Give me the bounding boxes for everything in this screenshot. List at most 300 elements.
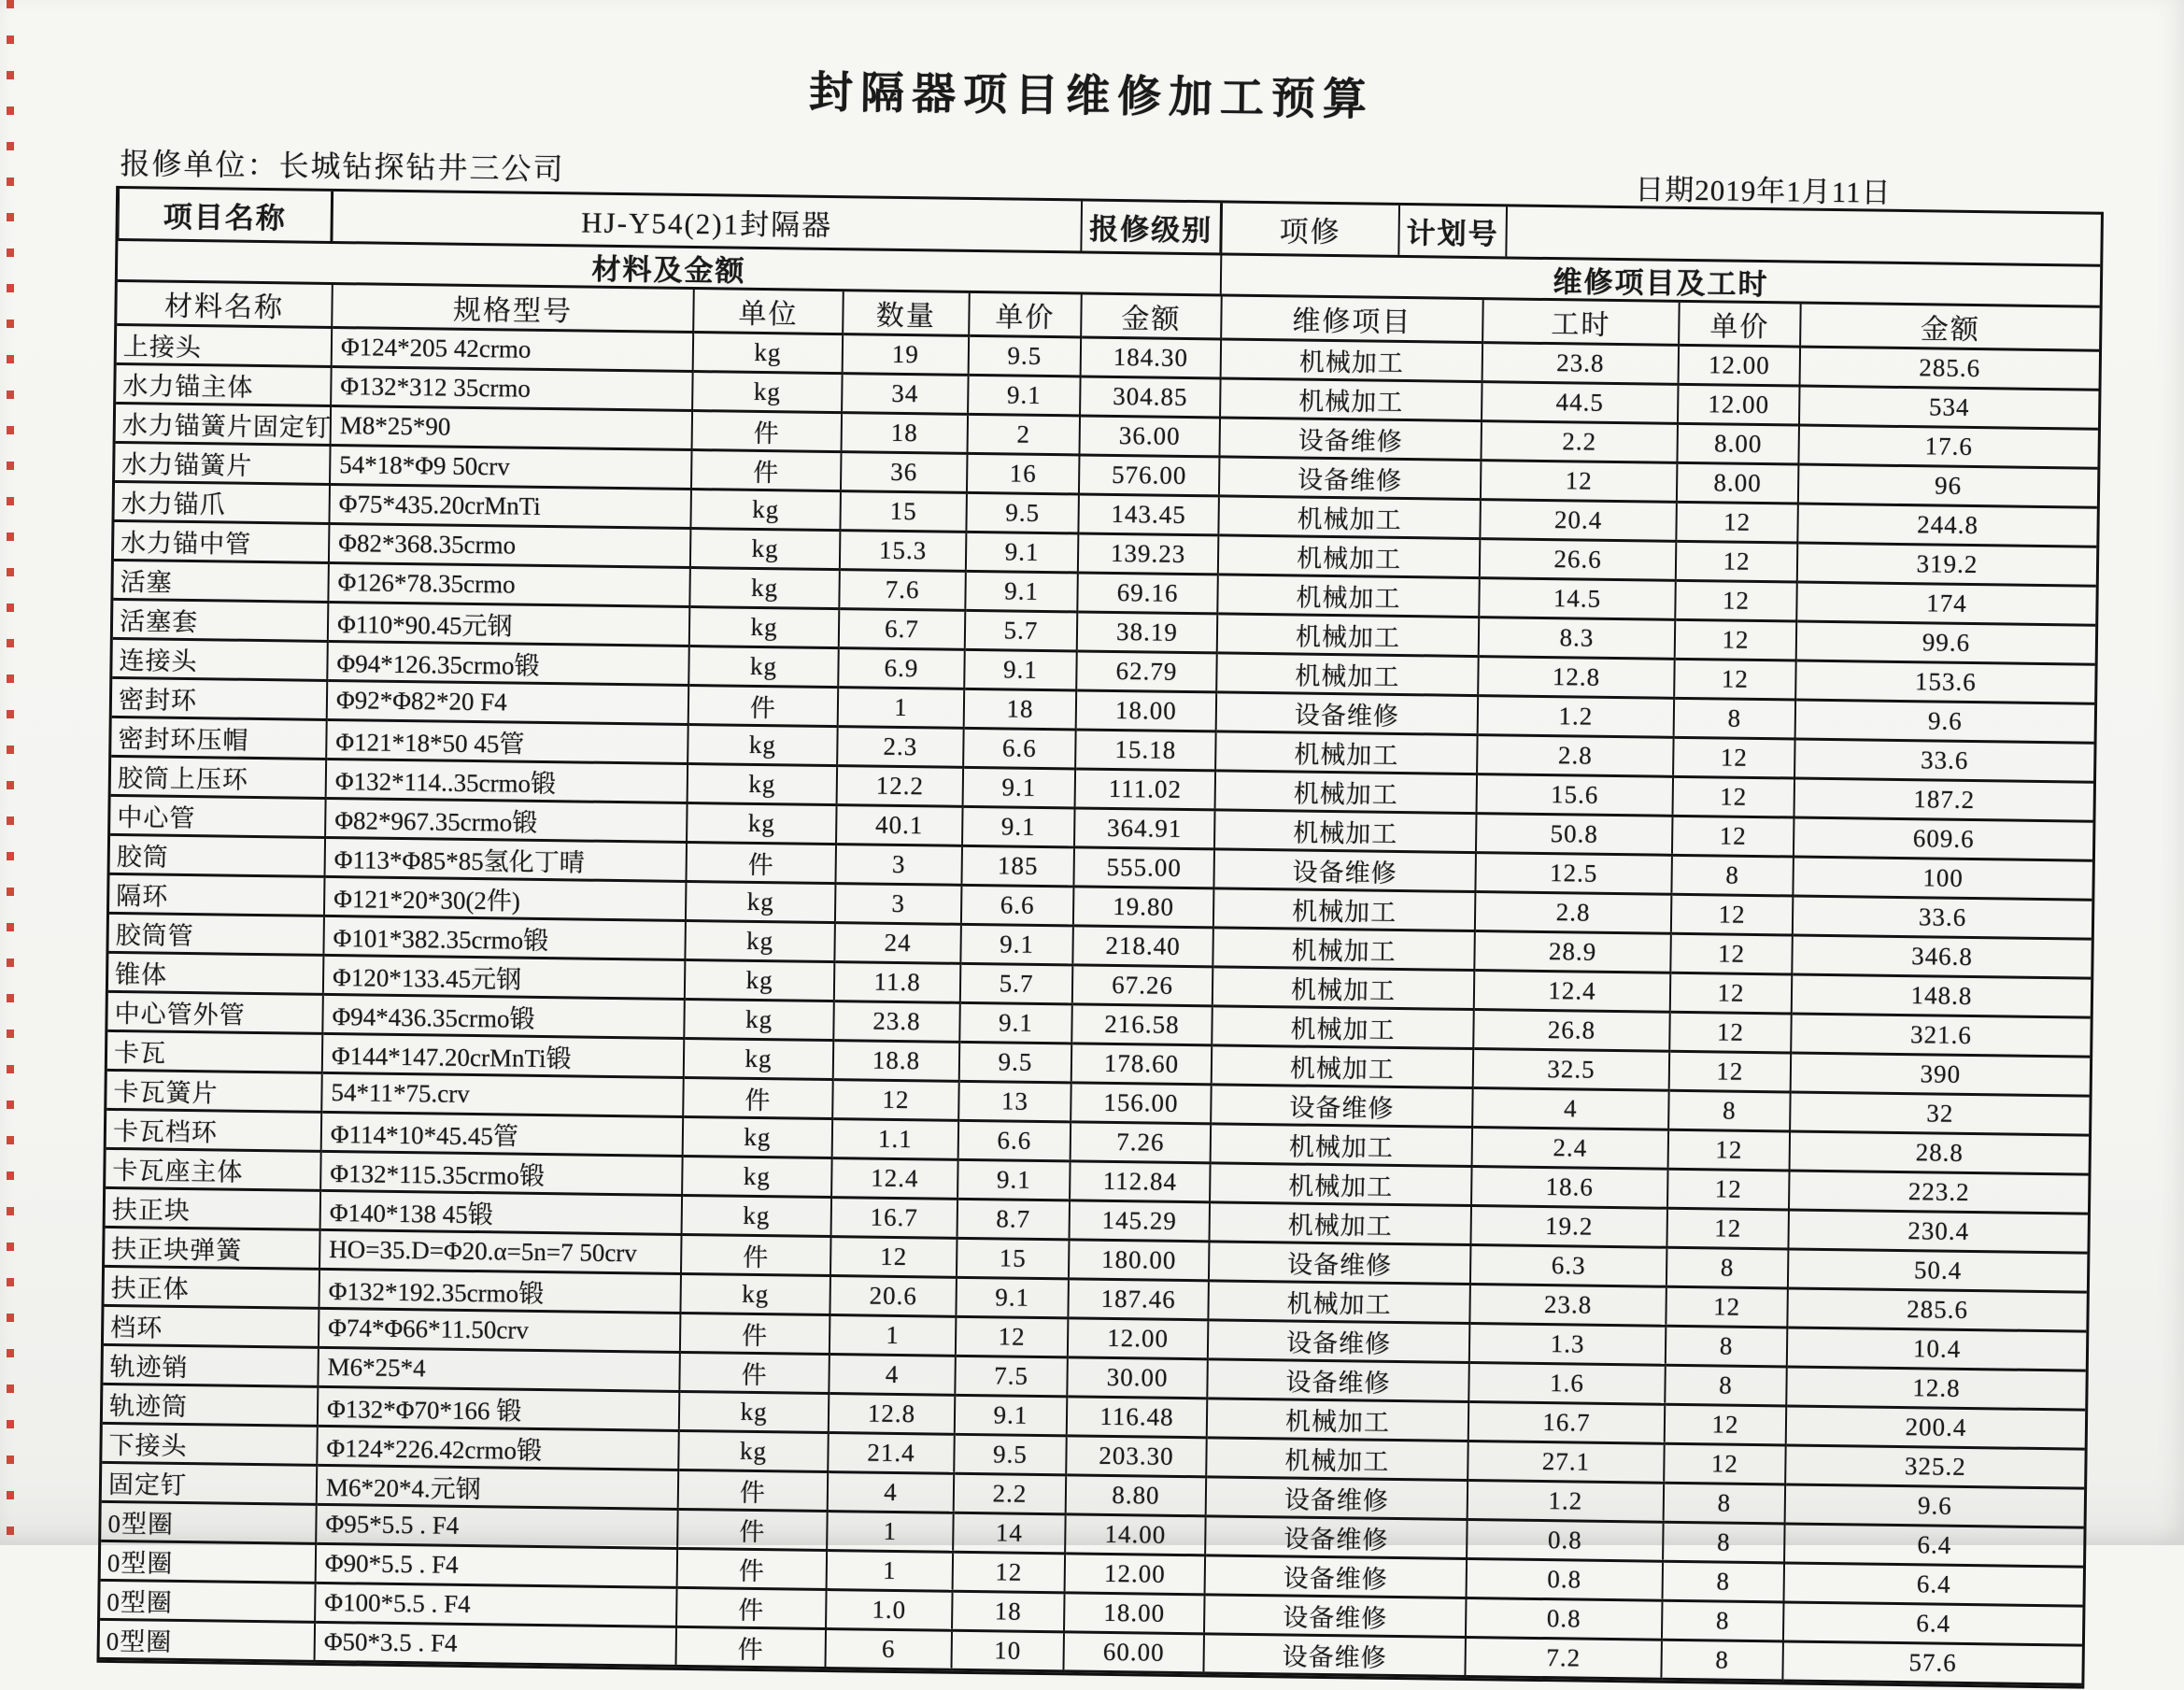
materials-grid <box>100 282 2100 1686</box>
cell-unit-price: 5.7 <box>960 963 1073 1004</box>
cell-spec: Φ90*5.5 . F4 <box>316 1543 678 1587</box>
cell-repair-amount: 99.6 <box>1796 621 2096 664</box>
cell-quantity: 12 <box>832 1080 959 1121</box>
cell-material-name: 0型圈 <box>100 1619 316 1661</box>
cell-amount: 112.84 <box>1070 1161 1211 1202</box>
cell-repair-amount: 148.8 <box>1792 974 2092 1017</box>
cell-quantity: 12 <box>830 1237 957 1278</box>
cell-repair-amount: 17.6 <box>1798 425 2098 468</box>
cell-unit: 件 <box>688 686 839 727</box>
cell-unit-price: 9.1 <box>963 767 1076 808</box>
cell-repair-item: 设备维修 <box>1213 849 1476 892</box>
cell-material-name: 卡瓦座主体 <box>106 1148 321 1190</box>
cell-repair-item: 设备维修 <box>1219 418 1482 461</box>
cell-unit: kg <box>685 920 835 961</box>
cell-work-hours: 20.4 <box>1480 500 1677 542</box>
cell-work-hours: 16.7 <box>1468 1402 1666 1444</box>
cell-material-name: 连接头 <box>112 638 328 680</box>
cell-unit-price: 9.5 <box>954 1434 1067 1475</box>
cell-repair-unit-price: 12 <box>1666 1208 1789 1249</box>
cell-work-hours: 44.5 <box>1482 382 1679 424</box>
cell-repair-amount: 57.6 <box>1782 1641 2082 1684</box>
cell-quantity: 6.7 <box>839 609 966 650</box>
cell-repair-amount: 10.4 <box>1787 1328 2087 1370</box>
cell-spec: Φ95*5.5 . F4 <box>316 1504 678 1548</box>
cell-repair-unit-price: 12 <box>1671 894 1794 935</box>
cell-unit-price: 6.6 <box>958 1120 1071 1161</box>
cell-unit-price: 9.1 <box>968 375 1081 416</box>
cell-unit-price: 9.1 <box>966 532 1079 573</box>
cell-repair-item: 机械加工 <box>1218 535 1481 578</box>
cell-unit-price: 15 <box>957 1238 1070 1279</box>
cell-work-hours: 1.2 <box>1478 696 1675 738</box>
cell-repair-item: 设备维修 <box>1209 1242 1471 1285</box>
cell-repair-unit-price: 12 <box>1669 1051 1792 1092</box>
cell-repair-amount: 32 <box>1790 1092 2090 1135</box>
cell-repair-unit-price: 12 <box>1669 1012 1792 1053</box>
col-header-spec: 规格型号 <box>332 285 694 333</box>
cell-repair-item: 设备维修 <box>1206 1477 1468 1520</box>
cell-work-hours: 0.8 <box>1467 1519 1664 1561</box>
cell-work-hours: 4 <box>1472 1088 1669 1130</box>
cell-repair-item: 机械加工 <box>1217 575 1480 618</box>
cell-repair-amount: 346.8 <box>1792 935 2092 978</box>
cell-material-name: 胶筒管 <box>108 913 324 955</box>
cell-repair-unit-price: 8 <box>1664 1483 1786 1524</box>
cell-quantity: 2.3 <box>837 727 964 768</box>
cell-quantity: 1 <box>827 1512 954 1553</box>
cell-spec: Φ132*115.35crmo锻 <box>320 1151 683 1195</box>
cell-unit: kg <box>688 725 838 766</box>
cell-material-name: 固定钉 <box>102 1462 318 1504</box>
cell-material-name: 水力锚中管 <box>114 520 330 562</box>
cell-spec: M6*25*4 <box>318 1347 680 1391</box>
cell-repair-item: 机械加工 <box>1213 888 1476 931</box>
cell-unit-price: 7.5 <box>955 1356 1068 1397</box>
cell-material-name: 下接头 <box>102 1423 318 1465</box>
cell-work-hours: 50.8 <box>1476 814 1673 856</box>
cell-repair-amount: 174 <box>1796 582 2096 625</box>
cell-repair-amount: 390 <box>1791 1053 2091 1096</box>
col-header-material-name: 材料名称 <box>117 282 333 328</box>
cell-repair-unit-price: 12 <box>1670 933 1793 974</box>
cell-spec: Φ50*3.5 . F4 <box>315 1622 677 1666</box>
cell-amount: 178.60 <box>1071 1044 1213 1085</box>
cell-unit: kg <box>682 1195 832 1236</box>
cell-repair-unit-price: 12 <box>1672 776 1794 817</box>
cell-quantity: 6.9 <box>838 648 965 689</box>
cell-work-hours: 1.2 <box>1468 1480 1665 1522</box>
cell-repair-item: 设备维修 <box>1207 1359 1469 1402</box>
cell-repair-item: 机械加工 <box>1221 339 1483 382</box>
cell-repair-item: 机械加工 <box>1208 1281 1470 1324</box>
cell-repair-amount: 6.4 <box>1784 1524 2084 1567</box>
cell-repair-unit-price: 8 <box>1674 698 1796 739</box>
cell-amount: 364.91 <box>1074 808 1215 849</box>
cell-repair-amount: 200.4 <box>1786 1406 2086 1449</box>
cell-work-hours: 12.5 <box>1475 853 1672 895</box>
cell-repair-amount: 285.6 <box>1800 347 2100 390</box>
cell-quantity: 40.1 <box>836 805 963 846</box>
cell-material-name: 隔环 <box>109 873 325 916</box>
cell-unit-price: 12 <box>953 1552 1066 1593</box>
cell-unit-price: 2.2 <box>954 1473 1067 1514</box>
cell-material-name: 锥体 <box>108 952 324 994</box>
cell-quantity: 4 <box>829 1355 956 1396</box>
cell-spec: Φ82*967.35crmo锻 <box>325 798 688 842</box>
cell-amount: 12.00 <box>1065 1554 1206 1595</box>
cell-repair-unit-price: 8 <box>1666 1326 1788 1367</box>
cell-work-hours: 6.3 <box>1470 1245 1667 1287</box>
cell-repair-amount: 534 <box>1799 386 2099 429</box>
cell-amount: 576.00 <box>1079 455 1220 496</box>
cell-amount: 30.00 <box>1067 1357 1208 1399</box>
cell-quantity: 3 <box>835 845 962 886</box>
cell-material-name: 活塞 <box>113 560 329 602</box>
cell-repair-amount: 100 <box>1793 857 2092 900</box>
cell-quantity: 12.2 <box>837 766 964 807</box>
cell-material-name: 0型圈 <box>101 1541 317 1583</box>
cell-unit-price: 16 <box>967 453 1080 494</box>
cell-work-hours: 18.6 <box>1471 1167 1668 1209</box>
cell-unit-price: 9.1 <box>956 1277 1069 1318</box>
cell-work-hours: 7.2 <box>1465 1637 1662 1679</box>
materials-table-body <box>100 324 2100 1684</box>
cell-unit: kg <box>689 607 840 648</box>
cell-quantity: 18.8 <box>833 1041 960 1082</box>
cell-spec: Φ121*18*50 45管 <box>326 719 688 763</box>
cell-unit-price: 6.6 <box>961 885 1074 926</box>
cell-repair-item: 机械加工 <box>1207 1399 1469 1441</box>
cell-repair-unit-price: 12 <box>1666 1286 1788 1328</box>
report-unit-line <box>120 140 565 189</box>
cell-material-name: 中心管外管 <box>107 991 323 1033</box>
cell-repair-item: 机械加工 <box>1212 1006 1474 1049</box>
cell-quantity: 20.6 <box>830 1276 957 1317</box>
cell-repair-amount: 6.4 <box>1783 1602 2083 1645</box>
cell-quantity: 1.1 <box>832 1119 959 1160</box>
cell-material-name: 胶筒上压环 <box>111 756 327 798</box>
cell-unit: 件 <box>679 1352 830 1393</box>
cell-repair-item: 机械加工 <box>1209 1202 1471 1245</box>
col-header-unit: 单位 <box>693 290 844 334</box>
cell-repair-amount: 244.8 <box>1797 504 2097 547</box>
cell-unit: kg <box>680 1273 830 1314</box>
col-header-work-hours: 工时 <box>1482 300 1680 345</box>
col-header-repair-item: 维修项目 <box>1221 296 1483 342</box>
cell-material-name: 胶筒 <box>110 834 326 876</box>
cell-repair-item: 设备维修 <box>1208 1320 1470 1363</box>
cell-material-name: 扶正体 <box>104 1266 319 1308</box>
cell-material-name: 0型圈 <box>100 1580 316 1622</box>
cell-unit-price: 9.1 <box>960 924 1073 965</box>
cell-repair-item: 机械加工 <box>1216 653 1479 696</box>
col-header-unit-price: 单价 <box>969 293 1082 337</box>
cell-amount: 67.26 <box>1072 965 1213 1006</box>
cell-unit-price: 9.1 <box>957 1159 1071 1200</box>
cell-unit: kg <box>684 999 834 1040</box>
cell-repair-item: 机械加工 <box>1215 771 1478 814</box>
cell-quantity: 24 <box>834 923 961 964</box>
cell-work-hours: 2.4 <box>1472 1128 1669 1170</box>
cell-unit: 件 <box>680 1313 830 1354</box>
cell-quantity: 23.8 <box>833 1001 960 1043</box>
cell-quantity: 12.8 <box>829 1394 956 1435</box>
cell-spec: Φ140*138 45锻 <box>320 1190 683 1234</box>
cell-repair-unit-price: 8 <box>1666 1247 1789 1288</box>
cell-unit-price: 6.6 <box>963 728 1076 769</box>
cell-unit: kg <box>693 333 844 374</box>
cell-amount: 12.00 <box>1068 1318 1209 1359</box>
cell-amount: 62.79 <box>1076 651 1217 692</box>
cell-repair-unit-price: 12.00 <box>1679 345 1801 386</box>
cell-work-hours: 26.6 <box>1480 539 1677 581</box>
cell-repair-item: 机械加工 <box>1218 496 1481 539</box>
repair-level-label: 报修级别 <box>1082 201 1223 252</box>
cell-spec: Φ132*312 35crmo <box>331 366 693 410</box>
cell-spec: Φ113*Φ85*85氢化丁晴 <box>325 837 688 881</box>
cell-quantity: 1 <box>830 1315 957 1356</box>
cell-spec: Φ120*133.45元钢 <box>323 955 686 999</box>
cell-work-hours: 26.8 <box>1473 1010 1670 1052</box>
plan-no-value <box>1507 206 2101 263</box>
cell-repair-amount: 33.6 <box>1793 896 2092 939</box>
cell-work-hours: 23.8 <box>1482 343 1680 385</box>
cell-spec: Φ124*226.42crmo锻 <box>317 1426 679 1470</box>
cell-spec: Φ132*192.35crmo锻 <box>319 1269 681 1313</box>
cell-spec: 54*11*75.crv <box>321 1072 684 1116</box>
cell-unit: 件 <box>681 1234 831 1275</box>
cell-work-hours: 27.1 <box>1468 1441 1665 1483</box>
cell-quantity: 1.0 <box>826 1590 953 1631</box>
cell-repair-unit-price: 12 <box>1676 502 1798 543</box>
cell-amount: 184.30 <box>1081 337 1222 378</box>
cell-work-hours: 2.8 <box>1475 892 1672 934</box>
cell-unit-price: 14 <box>953 1512 1066 1554</box>
cell-amount: 145.29 <box>1070 1200 1211 1242</box>
cell-unit: 件 <box>676 1587 827 1628</box>
cell-quantity: 12.4 <box>831 1158 958 1200</box>
cell-material-name: 卡瓦簧片 <box>106 1070 322 1112</box>
cell-spec: Φ94*436.35crmo锻 <box>322 994 685 1038</box>
cell-repair-amount: 6.4 <box>1783 1563 2083 1606</box>
cell-repair-unit-price: 12.00 <box>1678 384 1800 425</box>
cell-repair-amount: 321.6 <box>1791 1014 2091 1057</box>
cell-repair-amount: 230.4 <box>1788 1210 2088 1253</box>
cell-repair-unit-price: 8.00 <box>1677 423 1799 464</box>
cell-unit-price: 9.5 <box>969 335 1082 376</box>
cell-repair-unit-price: 8 <box>1665 1365 1787 1406</box>
cell-material-name: 水力锚主体 <box>116 363 332 405</box>
cell-unit: kg <box>683 1116 833 1157</box>
cell-unit: kg <box>678 1430 829 1471</box>
cell-material-name: 上接头 <box>117 324 333 366</box>
cell-work-hours: 12.4 <box>1474 971 1671 1013</box>
cell-amount: 14.00 <box>1065 1514 1206 1555</box>
cell-work-hours: 8.3 <box>1479 618 1676 660</box>
cell-work-hours: 0.8 <box>1466 1598 1663 1640</box>
cell-repair-unit-price: 12 <box>1675 619 1797 660</box>
cell-spec: Φ114*10*45.45管 <box>321 1112 684 1156</box>
cell-unit-price: 18 <box>964 689 1077 730</box>
cell-material-name: 密封环 <box>112 677 328 719</box>
cell-repair-item: 机械加工 <box>1215 731 1478 774</box>
cell-unit: kg <box>682 1156 832 1197</box>
repair-level-value: 项修 <box>1222 203 1400 254</box>
cell-repair-amount: 153.6 <box>1795 660 2095 703</box>
cell-work-hours: 32.5 <box>1473 1049 1670 1091</box>
cell-unit-price: 9.1 <box>962 806 1075 847</box>
cell-work-hours: 2.2 <box>1481 421 1678 463</box>
cell-spec: Φ121*20*30(2件) <box>324 876 687 920</box>
cell-unit-price: 9.1 <box>959 1002 1072 1044</box>
cell-amount: 116.48 <box>1067 1397 1208 1438</box>
cell-unit: 件 <box>677 1509 828 1550</box>
cell-unit: kg <box>692 372 843 413</box>
cell-repair-amount: 9.6 <box>1795 700 2095 743</box>
cell-unit: 件 <box>678 1470 829 1511</box>
cell-repair-item: 机械加工 <box>1210 1163 1472 1206</box>
cell-amount: 18.00 <box>1064 1593 1205 1634</box>
cell-repair-item: 设备维修 <box>1205 1555 1468 1598</box>
cell-unit: kg <box>690 529 841 570</box>
cell-material-name: 扶正块弹簧 <box>105 1227 320 1269</box>
cell-repair-unit-price: 12 <box>1667 1169 1790 1210</box>
cell-unit-price: 9.1 <box>965 571 1078 612</box>
cell-unit: kg <box>679 1391 830 1432</box>
cell-repair-item: 设备维修 <box>1216 692 1479 735</box>
cell-repair-amount: 609.6 <box>1794 817 2093 860</box>
cell-unit: kg <box>685 959 835 1001</box>
cell-material-name: 密封环压帽 <box>111 717 327 759</box>
cell-spec: Φ74*Φ66*11.50crv <box>319 1308 681 1352</box>
cell-amount: 555.00 <box>1073 847 1214 888</box>
cell-material-name: 水力锚簧片固定钉 <box>116 403 332 445</box>
cell-repair-amount: 50.4 <box>1788 1249 2088 1292</box>
cell-amount: 180.00 <box>1069 1240 1210 1281</box>
cell-unit-price: 9.1 <box>955 1395 1068 1436</box>
budget-table <box>96 186 2104 1689</box>
cell-unit-price: 8.7 <box>957 1199 1071 1240</box>
cell-unit: 件 <box>692 411 843 452</box>
col-header-repair-amount: 金额 <box>1800 305 2100 351</box>
cell-repair-item: 设备维修 <box>1211 1085 1473 1128</box>
cell-unit-price: 185 <box>961 845 1074 887</box>
cell-amount: 156.00 <box>1071 1083 1212 1124</box>
cell-amount: 8.80 <box>1066 1475 1207 1516</box>
cell-amount: 304.85 <box>1080 376 1221 418</box>
cell-work-hours: 12.8 <box>1478 657 1675 699</box>
cell-repair-amount: 9.6 <box>1785 1484 2085 1527</box>
report-unit-value: 长城钻探钻井三公司 <box>278 149 565 187</box>
cell-unit: 件 <box>691 450 842 491</box>
cell-unit-price: 10 <box>951 1630 1064 1671</box>
cell-quantity: 1 <box>838 688 965 729</box>
cell-amount: 7.26 <box>1071 1122 1212 1163</box>
cell-repair-unit-price: 12 <box>1672 816 1794 857</box>
cell-spec: Φ75*435.20crMnTi <box>329 484 691 528</box>
col-header-repair-unit-price: 单价 <box>1679 303 1801 347</box>
cell-amount: 15.18 <box>1075 730 1216 771</box>
cell-unit: 件 <box>675 1626 826 1668</box>
cell-amount: 18.00 <box>1076 690 1217 731</box>
cell-amount: 36.00 <box>1079 416 1220 457</box>
project-name-label: 项目名称 <box>118 189 333 241</box>
cell-repair-unit-price: 12 <box>1673 737 1795 778</box>
cell-repair-item: 机械加工 <box>1211 1124 1473 1167</box>
cell-repair-unit-price: 12 <box>1664 1443 1786 1484</box>
cell-repair-unit-price: 8.00 <box>1677 462 1799 504</box>
cell-repair-item: 设备维修 <box>1219 457 1482 500</box>
cell-repair-unit-price: 8 <box>1661 1640 1783 1681</box>
cell-spec: Φ82*368.35crmo <box>329 523 691 567</box>
cell-spec: Φ144*147.20crMnTi锻 <box>322 1033 685 1077</box>
cell-unit-price: 5.7 <box>965 610 1078 651</box>
cell-repair-item: 设备维修 <box>1204 1595 1467 1638</box>
cell-spec: HO=35.D=Φ20.α=5n=7 50crv <box>319 1229 682 1273</box>
cell-quantity: 18 <box>842 413 969 454</box>
cell-amount: 69.16 <box>1077 573 1218 614</box>
cell-unit: kg <box>686 881 836 922</box>
cell-amount: 38.19 <box>1077 612 1218 653</box>
cell-repair-amount: 28.8 <box>1790 1131 2090 1174</box>
report-unit-label: 报修单位： <box>120 146 279 183</box>
cell-unit: kg <box>688 646 839 688</box>
cell-repair-amount: 223.2 <box>1789 1171 2089 1214</box>
cell-unit-price: 9.1 <box>964 649 1077 690</box>
cell-unit-price: 9.5 <box>959 1042 1072 1083</box>
cell-work-hours: 1.6 <box>1468 1363 1666 1405</box>
cell-repair-item: 机械加工 <box>1214 810 1477 853</box>
cell-repair-unit-price: 12 <box>1668 1129 1791 1171</box>
cell-material-name: 卡瓦档环 <box>106 1109 322 1151</box>
plan-no-label: 计划号 <box>1399 206 1508 257</box>
cell-unit: 件 <box>683 1077 833 1118</box>
cell-material-name: 水力锚爪 <box>114 481 330 523</box>
cell-amount: 139.23 <box>1078 533 1219 575</box>
cell-spec: Φ124*205 42crmo <box>332 327 694 371</box>
cell-repair-item: 设备维修 <box>1203 1634 1466 1677</box>
cell-quantity: 1 <box>827 1551 954 1592</box>
cell-spec: M6*20*4.元钢 <box>317 1465 679 1509</box>
cell-quantity: 11.8 <box>834 962 961 1003</box>
cell-work-hours: 15.6 <box>1477 774 1674 817</box>
cell-repair-unit-price: 12 <box>1670 973 1793 1014</box>
cell-repair-unit-price: 8 <box>1663 1561 1785 1602</box>
cell-unit: 件 <box>686 842 836 883</box>
cell-repair-item: 设备维修 <box>1205 1516 1468 1559</box>
cell-amount: 216.58 <box>1071 1004 1213 1045</box>
cell-material-name: 扶正块 <box>106 1187 321 1229</box>
cell-material-name: 档环 <box>104 1305 319 1347</box>
cell-work-hours: 14.5 <box>1479 578 1676 620</box>
cell-repair-amount: 319.2 <box>1797 543 2097 586</box>
cell-material-name: 卡瓦 <box>107 1030 323 1072</box>
cell-repair-amount: 12.8 <box>1786 1367 2086 1410</box>
cell-unit-price: 13 <box>958 1081 1071 1122</box>
cell-spec: Φ100*5.5 . F4 <box>315 1583 677 1626</box>
cell-amount: 111.02 <box>1075 769 1216 810</box>
cell-work-hours: 0.8 <box>1467 1558 1664 1600</box>
cell-spec: Φ92*Φ82*20 F4 <box>327 680 689 724</box>
cell-spec: Φ101*382.35crmo锻 <box>323 916 686 959</box>
cell-unit: kg <box>689 568 840 609</box>
date-text: 日期2019年1月11日 <box>1635 173 1892 209</box>
cell-unit-price: 9.5 <box>966 492 1079 533</box>
cell-unit-price: 18 <box>952 1591 1065 1632</box>
cell-spec: Φ126*78.35crmo <box>328 562 690 606</box>
cell-repair-amount: 33.6 <box>1794 739 2094 782</box>
